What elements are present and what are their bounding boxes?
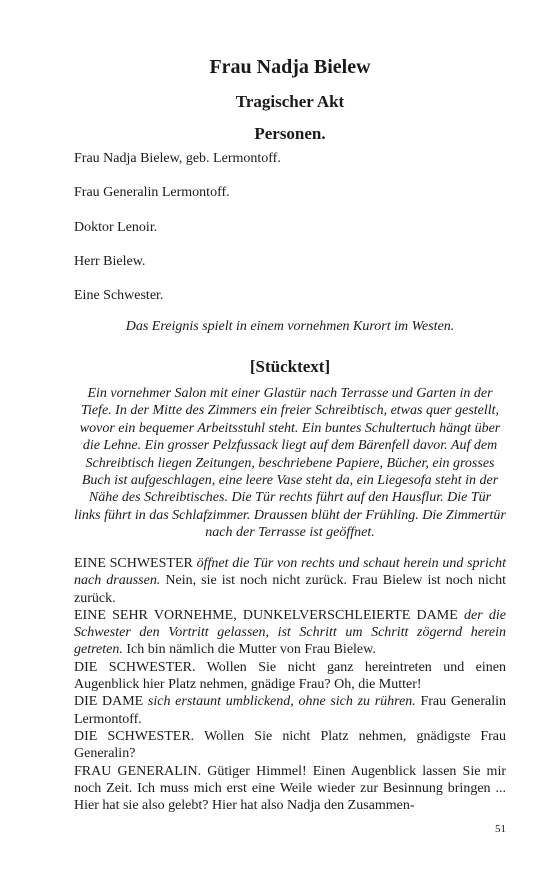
speaker-name: EINE SEHR VORNEHME, DUNKELVERSCHLEIERTE DAME [74,607,458,623]
person-entry: Frau Nadja Bielew, geb. Lermontoff. [74,151,281,166]
personen-heading: Personen. [254,124,326,143]
spoken-text: Ich bin nämlich die Mutter von Frau Bielew. [126,642,376,658]
stage-cue: öffnet die Tür von rechts und schaut herein und spricht nach draussen. [74,556,506,589]
dialogue-line [74,763,506,815]
speaker-name: DIE SCHWESTER. [74,728,195,744]
page-title: Frau Nadja Bielew [209,56,371,78]
spoken-text: Gütiger Himmel! Einen Augenblick lassen Sie mir noch Zeit. Ich muss mich erst eine Weile wieder zur Besinnung bringen ... Hier hat sie also gelebt? Hier hat also Nadja den Zusammen- [74,763,506,814]
person-entry: Eine Schwester. [74,288,164,303]
page-number: 51 [495,823,506,835]
person-entry: Frau Generalin Lermontoff. [74,185,230,200]
spoken-text: Wollen Sie nicht ganz hereintreten und einen Augenblick hier Platz nehmen, gnädige Frau? Oh, die Mutter! [74,659,506,693]
dialogue-line [74,555,506,607]
speaker-name: FRAU GENERALIN. [74,763,202,779]
stage-cue: der die Schwester den Vortritt gelassen, ist Schritt um Schritt zögernd herein getreten. [74,607,507,658]
setting-note: Das Ereignis spielt in einem vornehmen Kurort im Westen. [125,319,455,334]
spoken-text: Nein, sie ist noch nicht zurück. Frau Bielew ist noch nicht zurück. [74,573,507,606]
spoken-text: Wollen Sie nicht Platz nehmen, gnädigste Frau Generalin? [74,728,506,762]
stage-cue: sich erstaunt umblickend, ohne sich zu rühren. [147,694,416,710]
spoken-text: Frau Generalin Lermontoff. [74,694,507,727]
dialogue-line [74,693,506,728]
speaker-name: DIE DAME [74,694,144,710]
speaker-name: EINE SCHWESTER [74,556,193,571]
speaker-name: DIE SCHWESTER. [74,659,196,675]
page-subtitle: Tragischer Akt [235,92,345,111]
dialogue-line [74,728,506,763]
stage-direction: Ein vornehmer Salon mit einer Glastür nach Terrasse und Garten in der Tiefe. In der Mitte des Zimmers ein freier Schreibtisch, etwas quer gestellt, wovor ein bequemer Arbeitsstuhl steht. Ein buntes Schultertuch hängt über die Lehne. Ein grosser Pelzfussack liegt auf dem Bärenfell davor. Auf dem Schreibtisch liegen Zeitungen, beschriebene Papiere, Bücher, ein grosses Buch ist aufgeschlagen, eine leere Vase steht da, ein Liegesofa steht in der Nähe des Schreibtisches. Die Tür rechts führt auf den Hausflur. Die Tür links führt in das Schlafzimmer. Draussen blüht der Frühling. Die Zimmertür nach der Terrasse ist geöffnet. [74,386,506,541]
person-entry: Herr Bielew. [74,254,146,269]
stuecktext-heading: [Stücktext] [249,357,331,376]
person-entry: Doktor Lenoir. [74,220,158,235]
dialogue-line [74,607,506,659]
dialogue-block [74,555,506,814]
dialogue-line [74,659,506,694]
